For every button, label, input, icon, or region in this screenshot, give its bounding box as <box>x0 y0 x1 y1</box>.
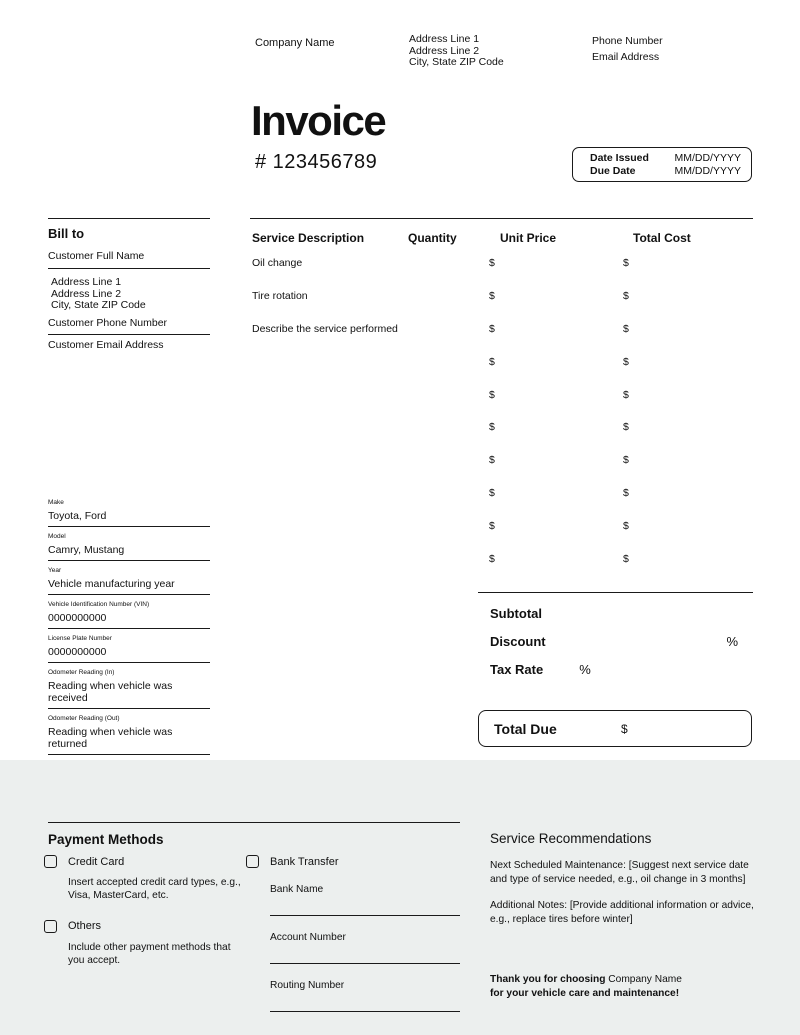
date-issued-label: Date Issued <box>590 152 649 164</box>
others-option[interactable] <box>44 920 242 933</box>
company-contact <box>592 34 663 65</box>
customer-name-field[interactable]: Customer Full Name <box>48 250 210 269</box>
vehicle-field-label: Odometer Reading (Out) <box>48 715 120 722</box>
unit-price-cell[interactable]: $ <box>489 421 495 434</box>
service-row <box>250 249 753 282</box>
total-cost-cell[interactable]: $ <box>623 520 629 533</box>
others-label: Others <box>68 920 102 933</box>
company-address-line2: Address Line 2 <box>409 44 480 57</box>
vehicle-field <box>48 715 210 755</box>
tax-rate-row <box>478 662 753 677</box>
bank-name-field <box>270 884 460 916</box>
total-cost-cell[interactable]: $ <box>623 322 629 335</box>
total-due-label: Total Due <box>494 720 557 737</box>
credit-card-note: Insert accepted credit card types, e.g., Visa, MasterCard, etc. <box>68 877 241 902</box>
service-table-header <box>250 227 753 249</box>
total-due-currency: $ <box>621 721 628 736</box>
total-cost-cell[interactable]: $ <box>623 553 629 566</box>
credit-card-label: Credit Card <box>68 855 125 868</box>
bank-transfer-label: Bank Transfer <box>270 855 339 868</box>
vehicle-field-label: Model <box>48 533 66 540</box>
thanks-company-name: Company Name <box>608 974 682 985</box>
customer-address-line2: Address Line 2 <box>51 287 122 300</box>
vehicle-field-label: Vehicle Identification Number (VIN) <box>48 601 150 608</box>
others-checkbox[interactable] <box>44 920 57 933</box>
vehicle-field <box>48 499 210 527</box>
total-cost-cell[interactable]: $ <box>623 289 629 302</box>
total-cost-cell[interactable]: $ <box>623 257 629 269</box>
thanks-prefix: Thank you for choosing <box>490 974 609 985</box>
total-cost-cell[interactable]: $ <box>623 421 629 434</box>
service-rows <box>250 249 753 578</box>
account-number-input-line[interactable] <box>270 963 460 964</box>
service-row <box>250 381 753 414</box>
tax-rate-unit: % <box>579 662 591 677</box>
subtotal-label: Subtotal <box>490 606 542 621</box>
company-city-state-zip: City, State ZIP Code <box>409 56 504 68</box>
customer-address[interactable] <box>48 277 210 312</box>
service-row <box>250 413 753 446</box>
unit-price-cell[interactable]: $ <box>489 520 495 533</box>
maintenance-note: Next Scheduled Maintenance: [Suggest next service date and type of service needed, e.g., oil change in 3 months] <box>490 860 749 885</box>
payment-methods-heading: Payment Methods <box>48 832 164 847</box>
thanks-suffix: for your vehicle care and maintenance! <box>490 987 680 999</box>
discount-row <box>478 634 753 649</box>
vehicle-field-value[interactable]: Reading when vehicle was received <box>48 680 173 704</box>
invoice-dates-box <box>572 147 752 182</box>
routing-number-label: Routing Number <box>270 980 345 991</box>
company-address <box>409 34 504 69</box>
vehicle-field-value[interactable]: 0000000000 <box>48 612 107 624</box>
unit-price-cell[interactable]: $ <box>489 388 495 401</box>
vehicle-field-label: Make <box>48 499 64 506</box>
service-row <box>250 315 753 348</box>
header-quantity: Quantity <box>408 231 457 245</box>
thank-you-message <box>490 973 755 1000</box>
service-description-cell[interactable]: Describe the service performed <box>252 322 398 335</box>
payment-divider <box>48 822 460 823</box>
customer-phone-field[interactable]: Customer Phone Number <box>48 317 210 335</box>
unit-price-cell[interactable]: $ <box>489 355 495 368</box>
vehicle-field <box>48 567 210 595</box>
vehicle-field-value[interactable]: Vehicle manufacturing year <box>48 578 175 590</box>
invoice-number: # 123456789 <box>255 151 378 173</box>
bank-transfer-option[interactable] <box>246 855 460 868</box>
credit-card-option[interactable] <box>44 855 242 868</box>
vehicle-field <box>48 533 210 561</box>
account-number-field <box>270 932 460 964</box>
vehicle-field-label: Year <box>48 567 62 574</box>
totals-section <box>478 592 753 677</box>
vehicle-field <box>48 669 210 709</box>
date-issued-row <box>590 152 741 164</box>
unit-price-cell[interactable]: $ <box>489 553 495 566</box>
total-cost-cell[interactable]: $ <box>623 355 629 368</box>
customer-city-state-zip: City, State ZIP Code <box>51 299 146 311</box>
header-unit-price: Unit Price <box>500 231 557 245</box>
discount-label: Discount <box>490 634 546 649</box>
additional-note: Additional Notes: [Provide additional information or advice, e.g., replace tires before winter] <box>490 900 754 926</box>
tax-rate-label: Tax Rate <box>490 662 544 677</box>
total-cost-cell[interactable]: $ <box>623 454 629 467</box>
vehicle-field-label: Odometer Reading (In) <box>48 669 115 676</box>
credit-card-checkbox[interactable] <box>44 855 57 868</box>
company-address-line1: Address Line 1 <box>409 33 480 45</box>
vehicle-field <box>48 635 210 663</box>
routing-number-field <box>270 980 460 1012</box>
unit-price-cell[interactable]: $ <box>489 322 495 335</box>
service-description-cell[interactable]: Oil change <box>252 257 303 269</box>
header-service-description: Service Description <box>252 231 365 245</box>
service-recommendations-heading: Service Recommendations <box>490 831 652 846</box>
service-table <box>250 218 753 578</box>
service-row <box>250 282 753 315</box>
service-row <box>250 479 753 512</box>
vehicle-info <box>48 499 210 795</box>
customer-email-field[interactable]: Customer Email Address <box>48 338 164 351</box>
routing-number-input-line[interactable] <box>270 1011 460 1012</box>
header-total-cost: Total Cost <box>633 231 691 245</box>
payment-column-1 <box>44 855 242 968</box>
company-email: Email Address <box>592 50 660 63</box>
service-row <box>250 348 753 381</box>
total-cost-cell[interactable]: $ <box>623 487 629 500</box>
service-description-cell[interactable]: Tire rotation <box>252 289 308 302</box>
vehicle-field-value[interactable]: Camry, Mustang <box>48 544 125 556</box>
vehicle-field-label: License Plate Number <box>48 635 112 642</box>
due-date-label: Due Date <box>590 165 636 177</box>
invoice-title: Invoice <box>251 97 386 144</box>
service-row <box>250 512 753 545</box>
customer-address-line1: Address Line 1 <box>51 276 122 288</box>
totals-divider <box>478 592 753 593</box>
unit-price-cell[interactable]: $ <box>489 289 495 302</box>
vehicle-field <box>48 601 210 629</box>
total-due-box <box>478 710 752 747</box>
due-date-value[interactable]: MM/DD/YYYY <box>674 165 741 177</box>
company-name: Company Name <box>255 37 335 49</box>
account-number-label: Account Number <box>270 932 346 943</box>
vehicle-field-value[interactable]: Toyota, Ford <box>48 510 107 522</box>
bill-to-section <box>48 218 210 351</box>
date-issued-value[interactable]: MM/DD/YYYY <box>674 152 741 164</box>
bank-name-label: Bank Name <box>270 884 324 895</box>
vehicle-field-value[interactable]: Reading when vehicle was returned <box>48 726 173 750</box>
unit-price-cell[interactable]: $ <box>489 487 495 500</box>
subtotal-row <box>478 606 753 621</box>
bank-name-input-line[interactable] <box>270 915 460 916</box>
bill-to-heading: Bill to <box>48 226 85 241</box>
discount-unit: % <box>726 634 738 649</box>
service-recommendations <box>490 831 755 927</box>
unit-price-cell[interactable]: $ <box>489 454 495 467</box>
company-phone: Phone Number <box>592 35 663 47</box>
total-cost-cell[interactable]: $ <box>623 388 629 401</box>
vehicle-field-value[interactable]: 0000000000 <box>48 646 107 658</box>
bank-transfer-checkbox[interactable] <box>246 855 259 868</box>
bill-to-divider <box>48 218 210 219</box>
due-date-row <box>590 165 741 177</box>
service-row <box>250 545 753 578</box>
service-table-divider <box>250 218 753 219</box>
unit-price-cell[interactable]: $ <box>489 257 495 269</box>
others-note: Include other payment methods that you accept. <box>68 941 231 967</box>
payment-column-2 <box>246 855 460 1012</box>
service-row <box>250 446 753 479</box>
